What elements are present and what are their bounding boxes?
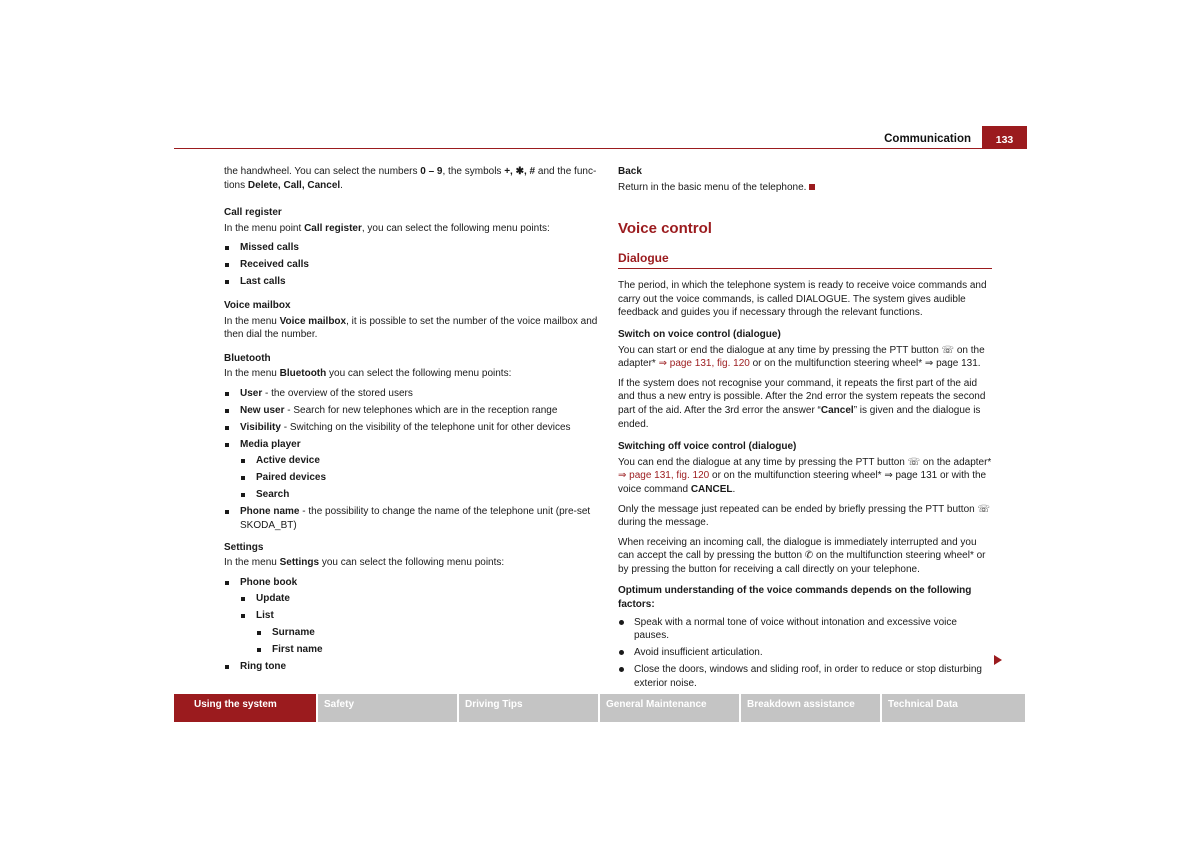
list-item: Close the doors, windows and sliding roof, in order to reduce or stop disturbing exterior noise. bbox=[618, 663, 992, 690]
list-item: Phone book Update List Surname First name bbox=[224, 576, 598, 657]
dialogue-title: Dialogue bbox=[618, 250, 992, 269]
list-item: List Surname First name bbox=[240, 609, 598, 656]
ptt-button-icon: ☏ bbox=[941, 344, 955, 356]
list-item: Last calls bbox=[224, 275, 598, 289]
list-item: Received calls bbox=[224, 258, 598, 272]
list-item: Avoid insufficient articulation. bbox=[618, 646, 992, 660]
list-item: Visibility - Switching on the visibility of the telephone unit for other devices bbox=[224, 421, 598, 435]
list-item: Media player Active device Paired devices Search bbox=[224, 438, 598, 502]
switch-on-heading: Switch on voice control (dialogue) bbox=[618, 328, 781, 340]
dialogue-intro: The period, in which the telephone system is ready to receive voice commands and carry out the voice commands, is called DIALOGUE. The system gives audible feedback and guides you if necessary through the relevant functions. bbox=[618, 280, 987, 319]
page-number: 133 bbox=[982, 126, 1027, 149]
call-register-heading: Call register bbox=[224, 207, 282, 219]
list-item: Ring tone bbox=[224, 660, 598, 674]
call-register-list bbox=[224, 241, 598, 289]
back-heading: Back bbox=[618, 166, 642, 177]
tab-safety[interactable]: Safety bbox=[318, 694, 457, 722]
tab-general-maintenance[interactable]: General Maintenance bbox=[600, 694, 739, 722]
ptt-button-icon: ☏ bbox=[907, 456, 921, 468]
switch-off-p3: When receiving an incoming call, the dialogue is immediately interrupted and you can accept the call by pressing the button ✆ on the multifunction steering wheel* or by pressing the button for receiving a call directly on your telephone. bbox=[618, 536, 986, 575]
ptt-button-icon: ☏ bbox=[977, 503, 990, 515]
list-item: Paired devices bbox=[240, 471, 598, 485]
optimum-list bbox=[618, 616, 992, 691]
end-mark-icon bbox=[809, 184, 815, 190]
list-item: Search bbox=[240, 488, 598, 502]
bluetooth-heading: Bluetooth bbox=[224, 352, 271, 364]
list-item: Missed calls bbox=[224, 241, 598, 255]
tab-using-the-system[interactable]: Using the system bbox=[174, 694, 316, 722]
list-item: Active device bbox=[240, 454, 598, 468]
star-symbol-icon: ✱ bbox=[515, 166, 524, 177]
tab-driving-tips[interactable]: Driving Tips bbox=[459, 694, 598, 722]
list-item: Phone name - the possibility to change the name of the telephone unit (pre-set SKODA_BT) bbox=[224, 505, 598, 532]
section-title: Communication bbox=[884, 133, 971, 145]
left-column bbox=[224, 165, 598, 680]
settings-heading: Settings bbox=[224, 541, 264, 553]
back-text: Return in the basic menu of the telephone. bbox=[618, 181, 992, 195]
tab-breakdown-assistance[interactable]: Breakdown assistance bbox=[741, 694, 880, 722]
settings-text: In the menu Settings you can select the following menu points: bbox=[224, 557, 505, 569]
voice-mailbox-heading: Voice mailbox bbox=[224, 299, 291, 311]
list-item: User - the overview of the stored users bbox=[224, 387, 598, 401]
page-link[interactable]: ⇒ page 131, fig. 120 bbox=[658, 358, 750, 370]
list-item: New user - Search for new telephones which are in the reception range bbox=[224, 404, 598, 418]
list-item: Update bbox=[240, 592, 598, 606]
optimum-heading: Optimum understanding of the voice commands depends on the following factors: bbox=[618, 585, 972, 611]
footer-nav bbox=[174, 694, 1025, 722]
settings-list bbox=[224, 576, 598, 674]
list-item: First name bbox=[256, 643, 598, 657]
switch-off-p2: Only the message just repeated can be ended by briefly pressing the PTT button ☏ during the message. bbox=[618, 503, 990, 529]
header-rule bbox=[174, 148, 1027, 149]
switch-off-heading: Switching off voice control (dialogue) bbox=[618, 441, 797, 453]
bluetooth-text: In the menu Bluetooth you can select the following menu points: bbox=[224, 368, 512, 380]
switch-on-p1: You can start or end the dialogue at any time by pressing the PTT button ☏ on the adapter* ⇒ page 131, fig. 120 or on the multifunction steering wheel* ⇒ page 131. bbox=[618, 344, 985, 370]
switch-on-p2: If the system does not recognise your command, it repeats the first part of the aid and thus a new entry is possible. After the 2nd error the system repeats the second part of the aid. After the 3rd error the answer “Cancel” is given and the dialogue is ended. bbox=[618, 377, 986, 430]
page-link[interactable]: ⇒ page 131, fig. 120 bbox=[618, 470, 710, 482]
continue-arrow-icon bbox=[994, 655, 1002, 665]
bluetooth-list bbox=[224, 387, 598, 533]
call-register-text: In the menu point Call register, you can select the following menu points: bbox=[224, 222, 550, 234]
voice-mailbox-text: In the menu Voice mailbox, it is possible to set the number of the voice mailbox and then dial the number. bbox=[224, 315, 598, 341]
switch-off-p1: You can end the dialogue at any time by pressing the PTT button ☏ on the adapter* ⇒ page 131, fig. 120 or on the multifunction steering wheel* ⇒ page 131 or with the voice command CANCEL. bbox=[618, 456, 992, 495]
voice-control-title: Voice control bbox=[618, 220, 712, 238]
phone-handset-icon: ✆ bbox=[804, 550, 814, 562]
right-column bbox=[618, 165, 992, 694]
list-item: Speak with a normal tone of voice without intonation and excessive voice pauses. bbox=[618, 616, 992, 643]
media-player-list bbox=[240, 454, 598, 502]
intro-paragraph: the handwheel. You can select the numbers 0 – 9, the symbols +, ✱, # and the func-tions Delete, Call, Cancel. bbox=[224, 166, 597, 191]
tab-technical-data[interactable]: Technical Data bbox=[882, 694, 1025, 722]
list-item: Surname bbox=[256, 626, 598, 640]
